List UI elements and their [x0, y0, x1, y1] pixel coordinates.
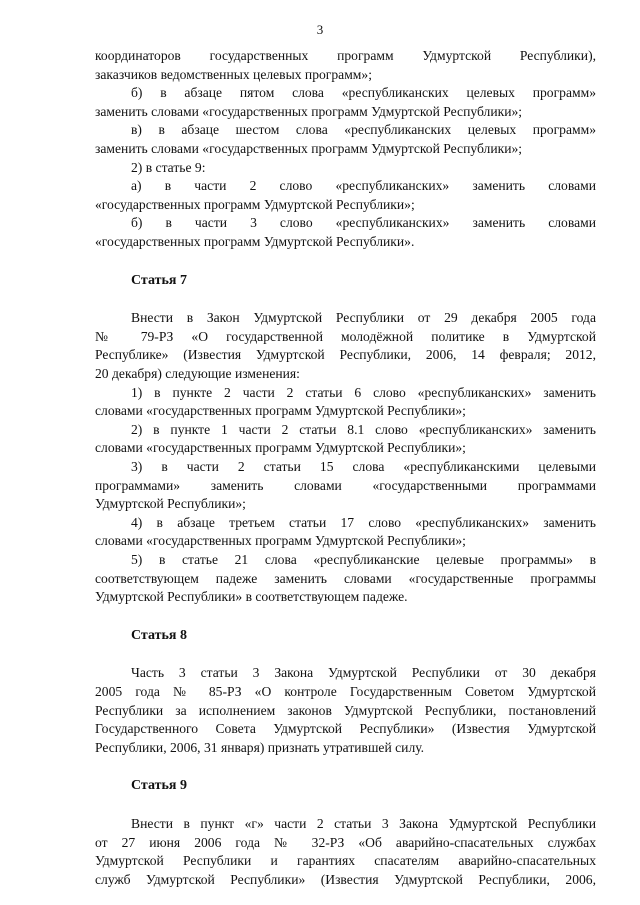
text-line: служб Удмуртской Республики» (Известия Удмуртской Республики, 2006, [95, 872, 596, 887]
text-line: от 27 июня 2006 года № 32-РЗ «Об аварийно-спасательных службах [95, 835, 596, 850]
text-line: Республики за исполнением законов Удмуртской Республики, постановлений [95, 703, 596, 718]
article-heading: Статья 7 [131, 273, 187, 288]
text-line: Республике» (Известия Удмуртской Республики, 2006, 14 февраля; 2012, [95, 347, 596, 362]
text-line: Государственного Совета Удмуртской Республики» (Известия Удмуртской [95, 721, 596, 736]
text-line: заменить словами «государственных программ Удмуртской Республики»; [95, 104, 523, 119]
text-line: 1) в пункте 2 части 2 статьи 6 слово «республиканских» заменить [131, 385, 596, 400]
text-line: Удмуртской Республики» в соответствующем падеже. [95, 589, 408, 604]
text-line: а) в части 2 слово «республиканских» заменить словами [131, 178, 596, 193]
article-heading: Статья 8 [131, 628, 187, 643]
text-line: Часть 3 статьи 3 Закона Удмуртской Республики от 30 декабря [131, 665, 596, 680]
text-line: программами» заменить словами «государственными программами [95, 478, 596, 493]
text-line: б) в части 3 слово «республиканских» заменить словами [131, 215, 596, 230]
text-line: «государственных программ Удмуртской Республики»; [95, 197, 415, 212]
text-line: 2) в пункте 1 части 2 статьи 8.1 слово «республиканских» заменить [131, 422, 596, 437]
text-line: «государственных программ Удмуртской Республики». [95, 234, 415, 249]
text-line: № 79-РЗ «О государственной молодёжной политике в Удмуртской [95, 329, 596, 344]
text-line: Внести в Закон Удмуртской Республики от 29 декабря 2005 года [131, 310, 596, 325]
text-line: словами «государственных программ Удмуртской Республики»; [95, 403, 466, 418]
text-line: соответствующем падеже заменить словами «государственные программы [95, 571, 596, 586]
text-line: координаторов государственных программ Удмуртской Республики), [95, 48, 596, 63]
article-heading: Статья 9 [131, 778, 187, 793]
text-line: Республики, 2006, 31 января) признать утратившей силу. [95, 740, 425, 755]
text-line: 5) в статье 21 слова «республиканские целевые программы» в [131, 552, 596, 567]
text-line: заказчиков ведомственных целевых программ»; [95, 67, 372, 82]
text-line: заменить словами «государственных программ Удмуртской Республики»; [95, 141, 523, 156]
text-line: 4) в абзаце третьем статьи 17 слово «республиканских» заменить [131, 515, 596, 530]
text-line: б) в абзаце пятом слова «республиканских целевых программ» [131, 85, 596, 100]
text-line: Удмуртской Республики»; [95, 496, 246, 511]
text-line: 20 декабря) следующие изменения: [95, 366, 300, 381]
page-number: 3 [316, 22, 324, 37]
text-line: Внести в пункт «г» части 2 статьи 3 Закона Удмуртской Республики [131, 816, 596, 831]
text-line: Удмуртской Республики и гарантиях спасателям аварийно-спасательных [95, 853, 596, 868]
text-line: 3) в части 2 статьи 15 слова «республиканскими целевыми [131, 459, 596, 474]
text-line: в) в абзаце шестом слова «республиканских целевых программ» [131, 122, 596, 137]
text-line: словами «государственных программ Удмуртской Республики»; [95, 533, 466, 548]
text-line: 2005 года № 85-РЗ «О контроле Государственным Советом Удмуртской [95, 684, 596, 699]
text-line: 2) в статье 9: [131, 160, 206, 175]
text-line: словами «государственных программ Удмуртской Республики»; [95, 440, 466, 455]
